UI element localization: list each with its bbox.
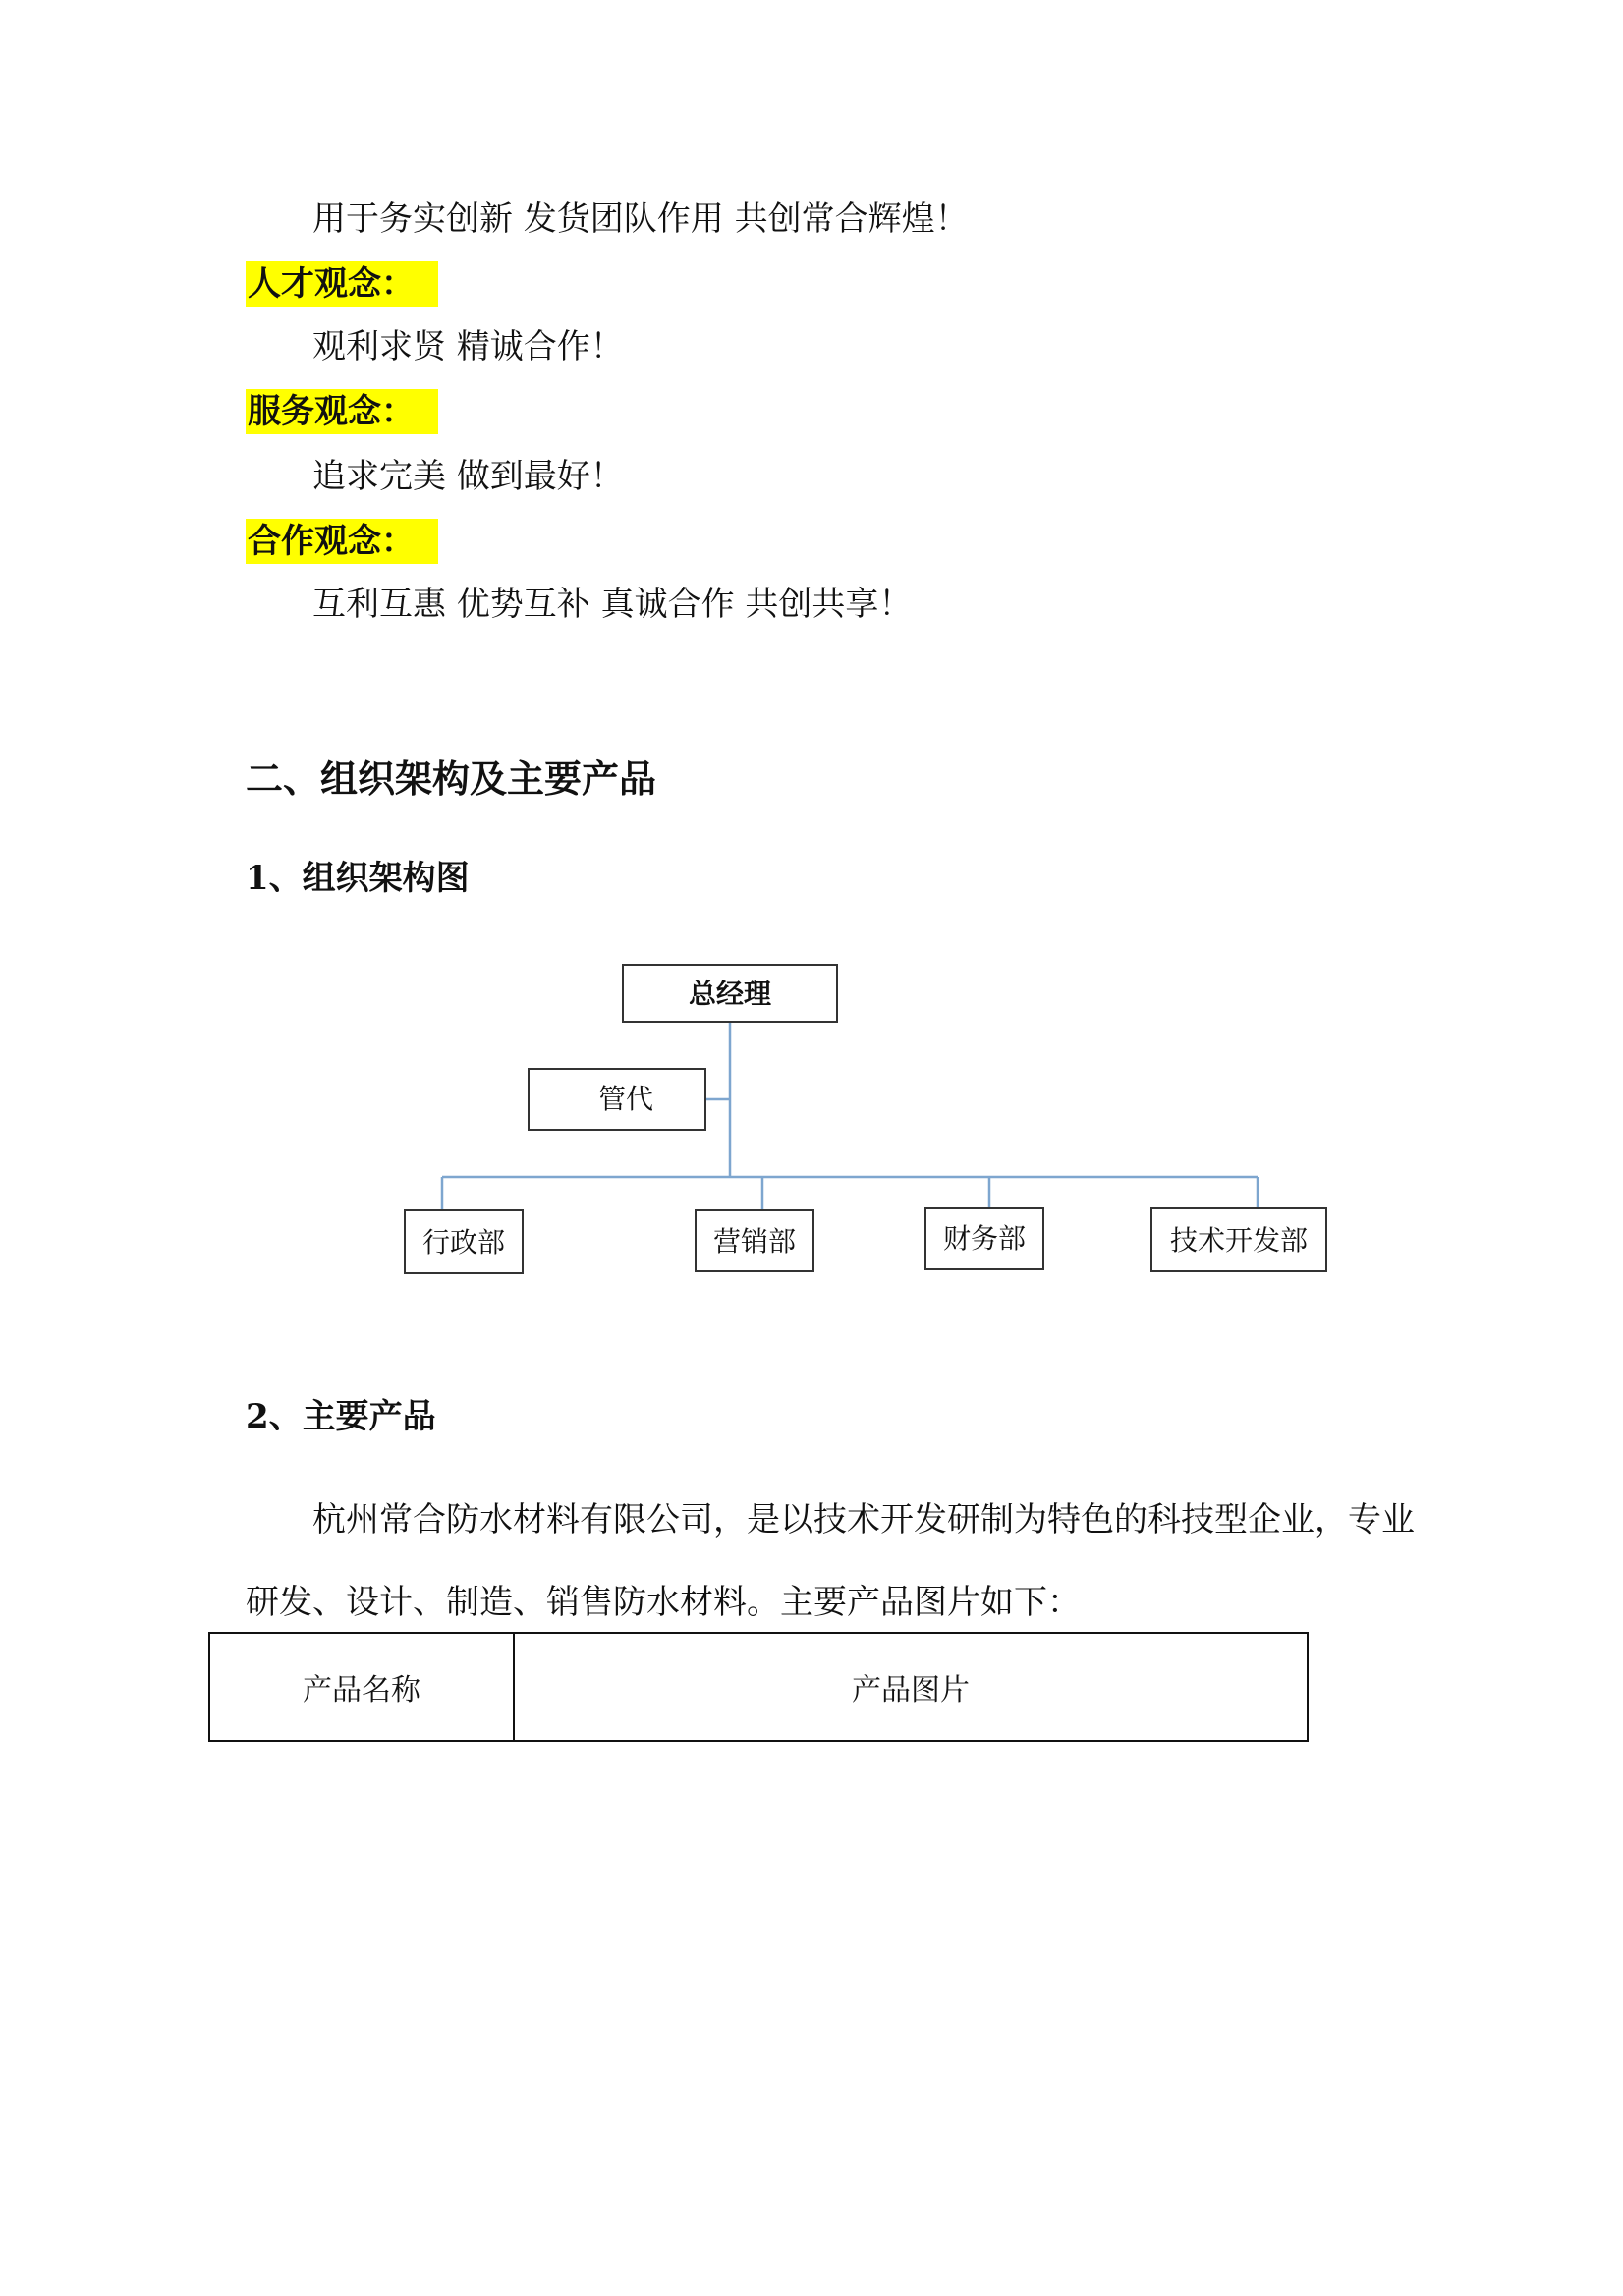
cooperation-text: 互利互惠 优势互补 真诚合作 共创共享！	[312, 585, 913, 624]
section-heading: 二、组织架构及主要产品	[246, 756, 657, 801]
culture-line-1: 用于务实创新 发货团队作用 共创常合辉煌！	[312, 199, 969, 239]
org-node-assistant-label: 管代	[597, 1083, 654, 1115]
service-text: 追求完美 做到最好！	[312, 457, 624, 496]
talent-text: 观利求贤 精诚合作！	[312, 327, 624, 366]
service-label: 服务观念：	[246, 389, 438, 434]
org-node-top-label: 总经理	[688, 978, 772, 1010]
products-paragraph-line-2: 研发、设计、制造、销售防水材料。主要产品图片如下：	[246, 1583, 1081, 1622]
product-image-header: 产品图片	[514, 1633, 1308, 1741]
org-chart-heading: 1、组织架构图	[246, 859, 470, 898]
cooperation-label: 合作观念：	[246, 519, 438, 564]
product-name-header: 产品名称	[209, 1633, 514, 1741]
product-table-header-row	[209, 1633, 1308, 1741]
products-paragraph-line-1: 杭州常合防水材料有限公司，是以技术开发研制为特色的科技型企业，专业	[312, 1500, 1415, 1540]
org-dept-finance-label: 财务部	[942, 1222, 1027, 1255]
product-table	[208, 1632, 1309, 1742]
org-dept-tech	[1151, 1208, 1326, 1271]
org-dept-marketing	[696, 1210, 813, 1271]
org-dept-marketing-label: 营销部	[712, 1225, 797, 1258]
org-node-assistant	[529, 1069, 705, 1130]
org-dept-admin	[405, 1210, 523, 1273]
org-dept-finance	[925, 1208, 1043, 1269]
talent-label: 人才观念：	[246, 261, 438, 307]
org-dept-admin-label: 行政部	[421, 1226, 506, 1259]
products-heading: 2、主要产品	[246, 1397, 436, 1436]
org-dept-tech-label: 技术开发部	[1169, 1224, 1309, 1257]
org-node-top	[623, 965, 837, 1022]
